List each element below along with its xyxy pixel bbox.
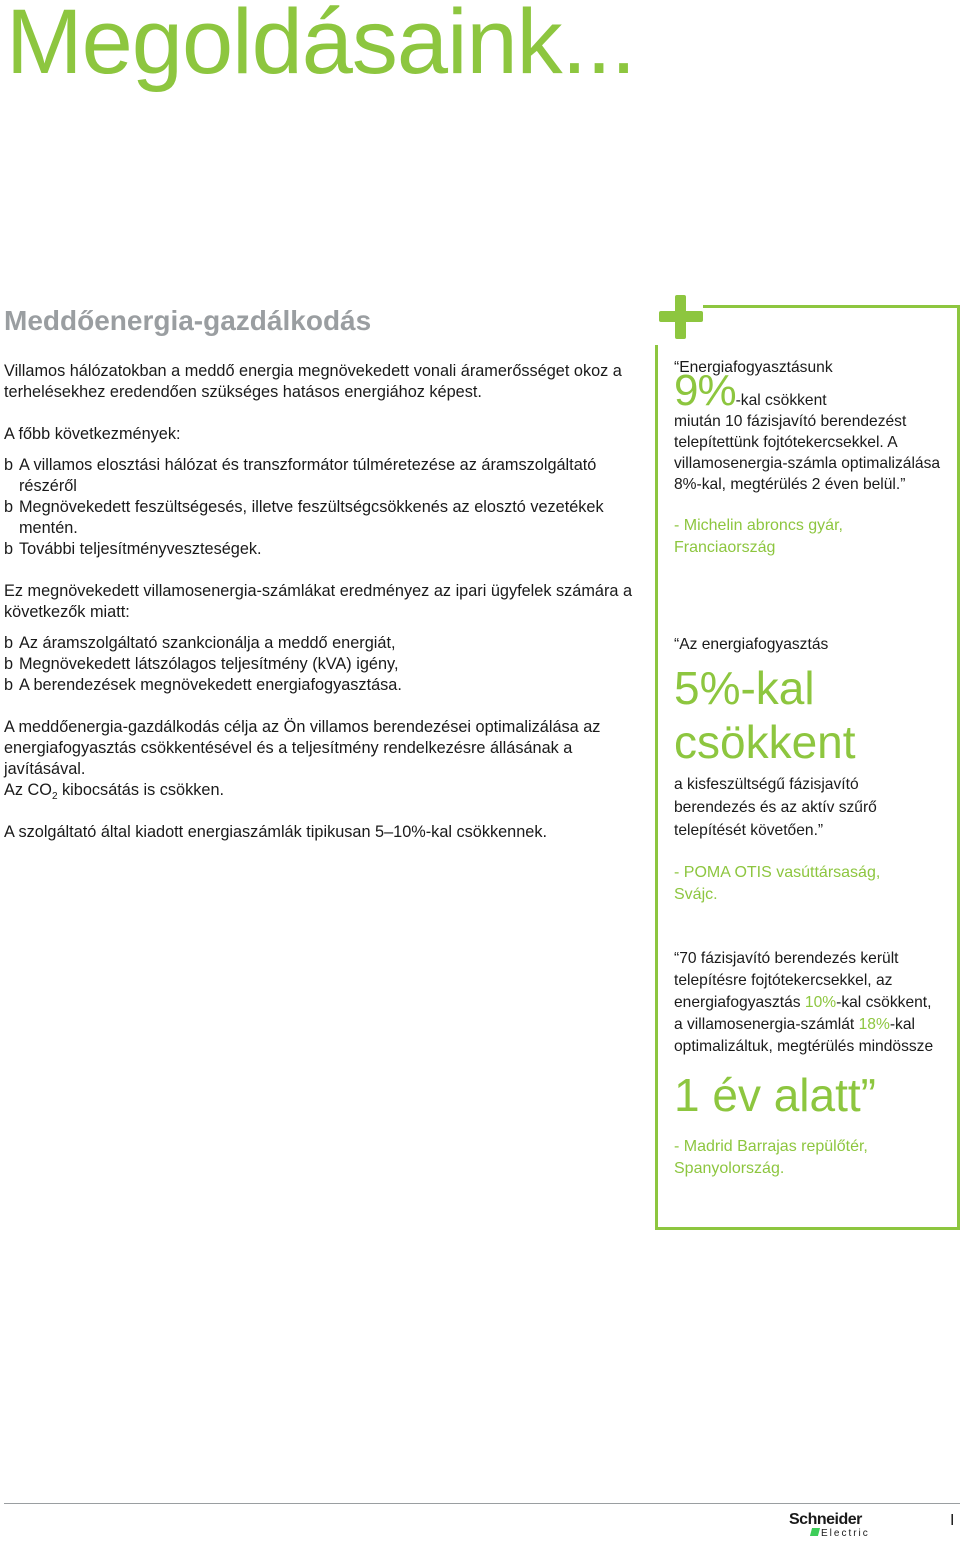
invoice-paragraph: A szolgáltató által kiadott energiaszámlák tipikusan 5–10%-kal csökkennek. xyxy=(4,823,548,841)
list-item: b A villamos elosztási hálózat és transzformátor túlméretezése az áramszolgáltató részéről xyxy=(4,456,597,495)
bullet-marker: b xyxy=(4,676,14,694)
stat-1-year: 1 év alatt” xyxy=(674,1069,876,1121)
goal-paragraph: A meddőenergia-gazdálkodás célja az Ön villamos berendezései optimalizálása az energiafogyasztás csökkentésével és a teljesítmény rendelkezésre állásának a javításával. xyxy=(4,718,601,778)
bullet-marker: b xyxy=(4,634,14,652)
logo-mark-icon xyxy=(810,1528,820,1536)
bullet-marker: b xyxy=(4,456,14,474)
frame-top-line xyxy=(703,305,959,308)
main-content xyxy=(4,305,644,843)
testimonial-michelin: “Energiafogyasztásunk 9%-kal csökkent miután 10 fázisjavító berendezést telepítettünk fojtótekercsekkel. A villamosenergia-számla optimalizálása 8%-kal, megtérülés 2 éven belül.” - Michelin abroncs gyár, Franciaország xyxy=(674,357,944,559)
footer-divider xyxy=(4,1503,960,1504)
testimonial-poma: “Az energiafogyasztás 5%-kal csökkent a kisfeszültségű fázisjavító berendezés és az aktív szűrő telepítését követően.” - POMA OTIS vasúttársaság, Svájc. xyxy=(674,634,944,906)
consequences-title: A főbb következmények: xyxy=(4,425,181,443)
stat-5-percent: 5%-kal csökkent xyxy=(674,662,856,768)
list-item: b A berendezések megnövekedett energiafogyasztása. xyxy=(4,676,402,694)
schneider-electric-logo: Schneider Electric xyxy=(789,1511,870,1539)
list-item: b Megnövekedett látszólagos teljesítmény (kVA) igény, xyxy=(4,655,399,673)
page-number: I xyxy=(950,1512,955,1529)
bills-paragraph: Ez megnövekedett villamosenergia-számlákat eredményez az ipari ügyfelek számára a következők miatt: xyxy=(4,582,633,621)
source-madrid: - Madrid Barrajas repülőtér, Spanyolország. xyxy=(674,1138,868,1177)
testimonial-madrid: “70 fázisjavító berendezés került telepítésre fojtótekercsekkel, az energiafogyasztás 10%-kal csökkent, a villamosenergia-számlát 18%-kal optimalizáltuk, megtérülés mindössze 1 év alatt” - Madrid Barrajas repülőtér, Spanyolország. xyxy=(674,948,944,1180)
page-title: Megoldásaink... xyxy=(6,0,636,93)
frame-left-line xyxy=(655,345,658,1230)
source-michelin: - Michelin abroncs gyár, Franciaország xyxy=(674,517,843,556)
list-item: b Megnövekedett feszültségesés, illetve feszültségcsökkenés az elosztó vezetékek mentén. xyxy=(4,498,604,537)
reasons-list xyxy=(4,633,644,696)
source-poma: - POMA OTIS vasúttársaság, Svájc. xyxy=(674,864,881,903)
intro-paragraph: Villamos hálózatokban a meddő energia megnövekedett vonali áramerősséget okoz a terhelésekhez eredendően szükséges hatásos energiához képest. xyxy=(4,362,622,401)
co2-line: Az $CO_2$ kibocsátás is csökken. xyxy=(4,781,225,802)
frame-bottom-line xyxy=(655,1227,960,1230)
testimonial-sidebar xyxy=(655,305,960,1230)
section-heading: Meddőenergia-gazdálkodás xyxy=(4,305,372,336)
bullet-marker: b xyxy=(4,655,14,673)
section-body xyxy=(4,361,644,843)
plus-icon xyxy=(659,295,703,339)
list-item: b További teljesítményveszteségek. xyxy=(4,540,262,558)
bullet-marker: b xyxy=(4,498,14,516)
stat-9-percent: 9% xyxy=(674,366,736,415)
bullet-marker: b xyxy=(4,540,14,558)
list-item: b Az áramszolgáltató szankcionálja a meddő energiát, xyxy=(4,634,396,652)
consequences-list xyxy=(4,455,644,560)
